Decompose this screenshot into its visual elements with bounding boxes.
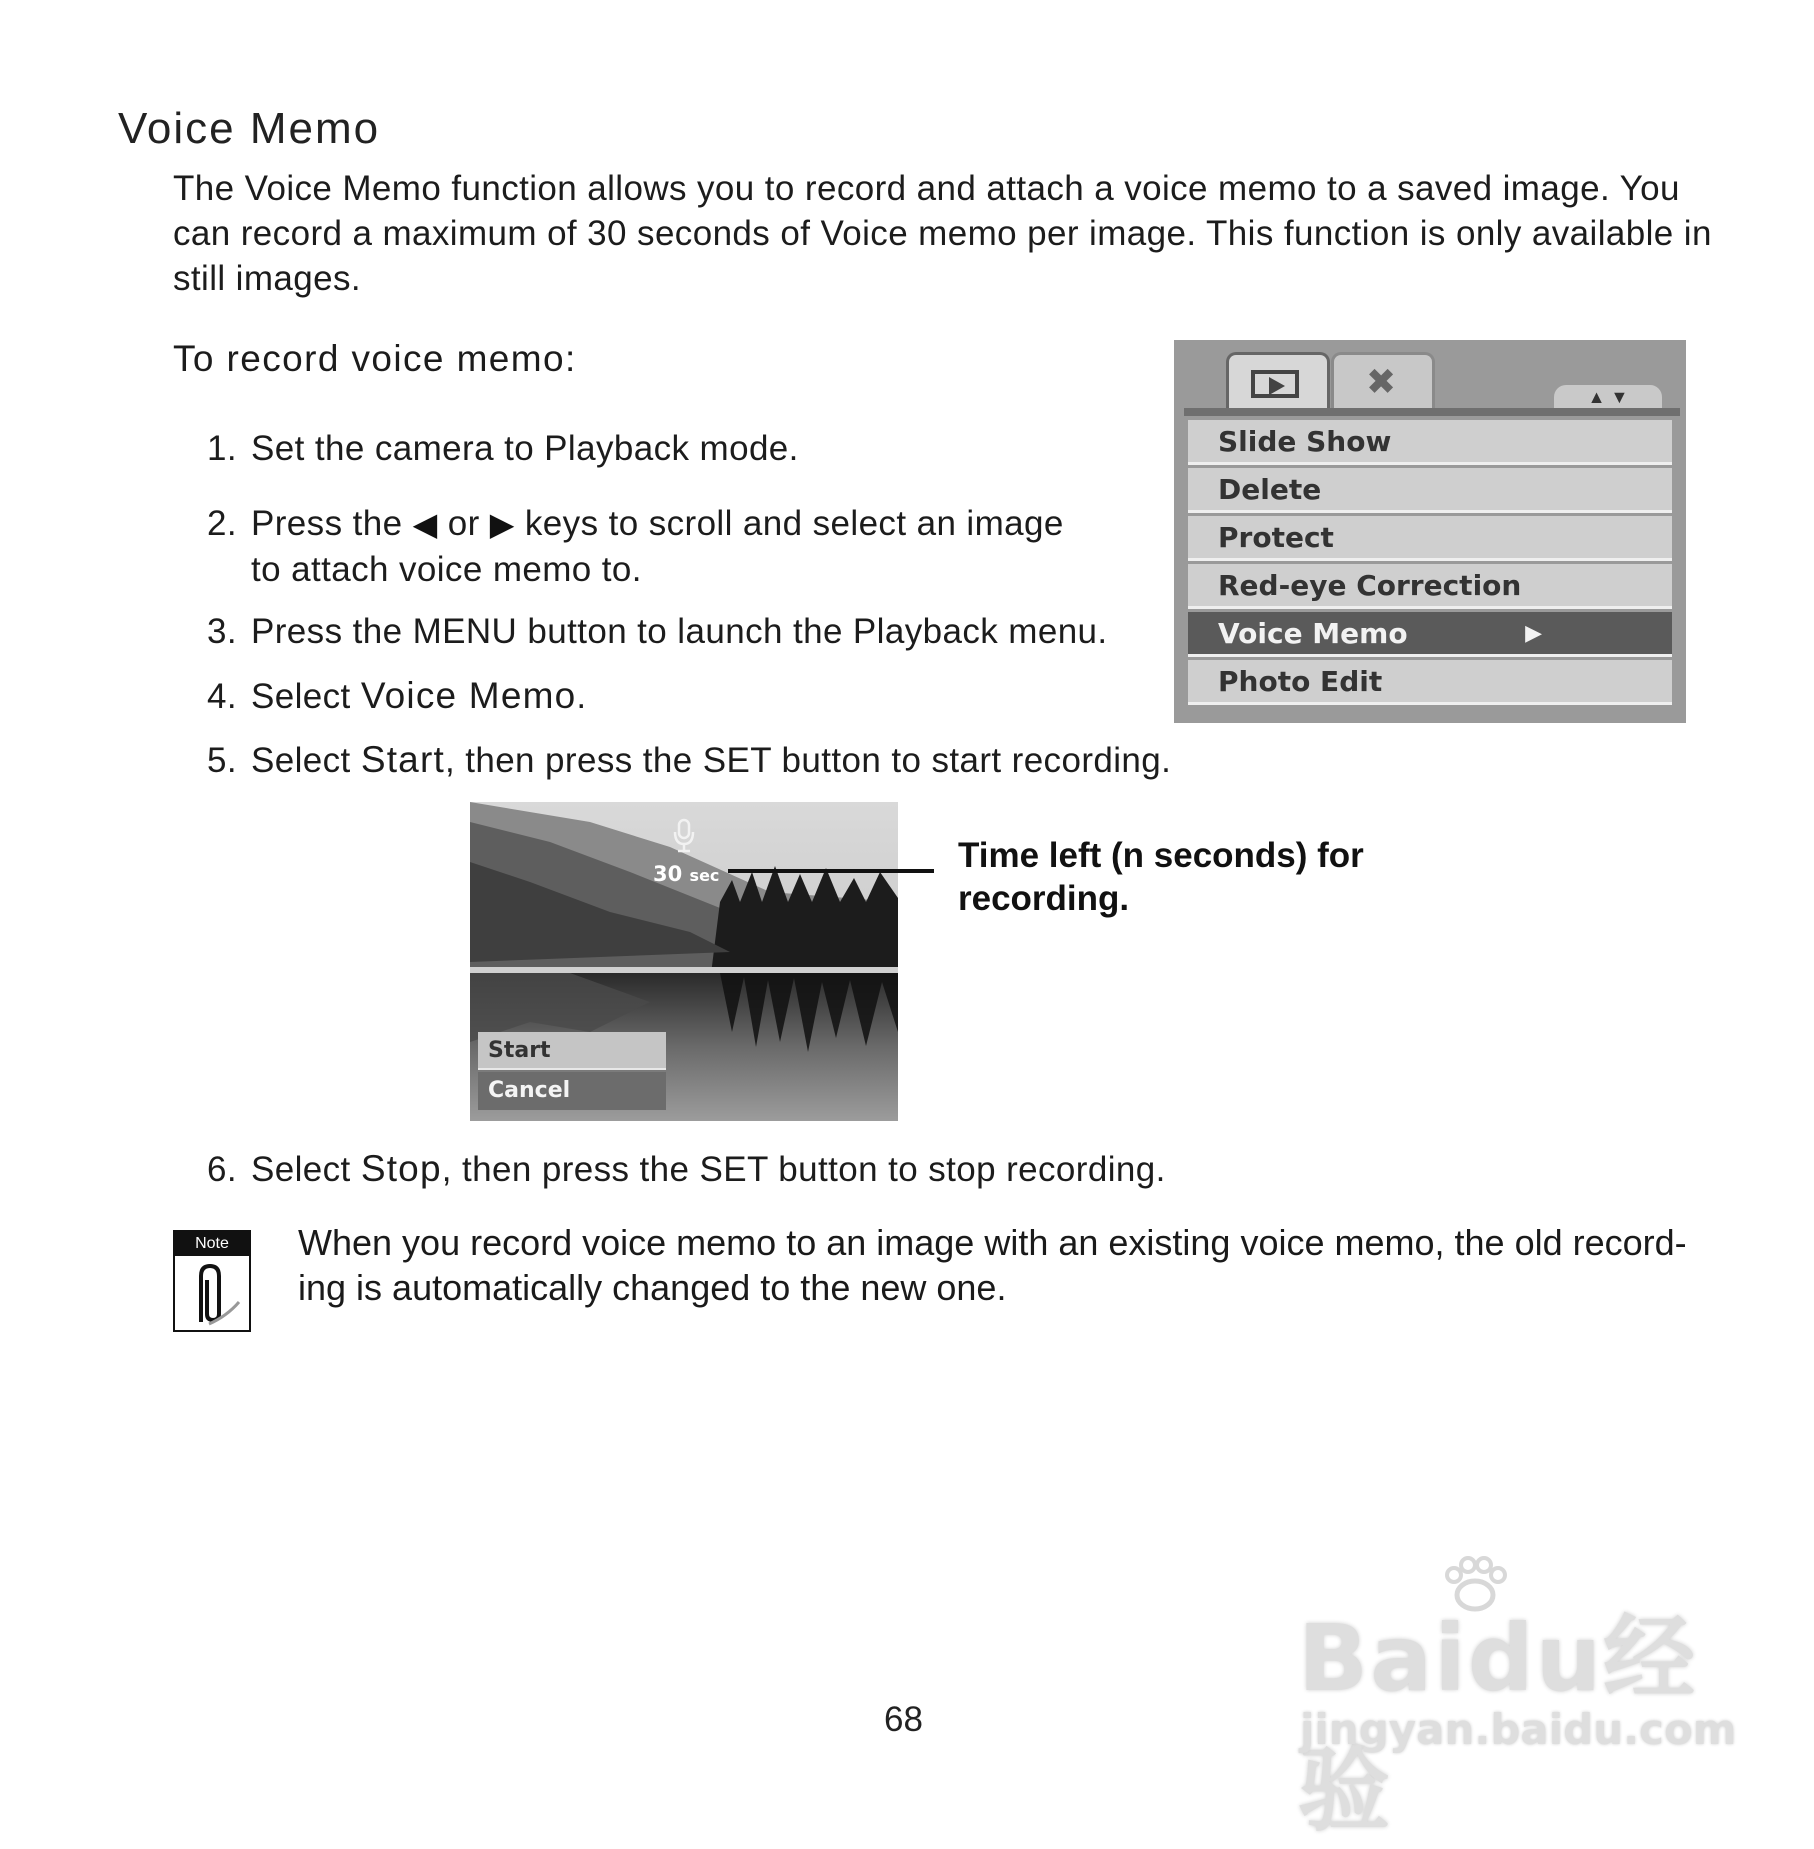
step-3: [207, 609, 1108, 654]
playback-icon: [1251, 370, 1299, 398]
step-number: 4.: [207, 677, 237, 716]
paperclip-icon: [183, 1262, 243, 1328]
step-text-pre: Press the: [251, 504, 403, 543]
menu-item-photo-edit[interactable]: Photo Edit: [1188, 660, 1672, 705]
left-triangle-icon: ◀: [412, 506, 438, 542]
note-text: When you record voice memo to an image with an existing voice memo, the old record-ing is automatically changed to the new one.: [298, 1222, 1687, 1308]
menu-item-slide-show[interactable]: Slide Show: [1188, 420, 1672, 465]
step-text-pre: Select: [251, 1150, 351, 1189]
cancel-option[interactable]: Cancel: [478, 1072, 666, 1110]
recording-time-left: [653, 862, 719, 886]
step-number: 5.: [207, 741, 237, 780]
menu-item-red-eye-correction[interactable]: Red-eye Correction: [1188, 564, 1672, 609]
step-text: Press the MENU button to launch the Playback menu.: [251, 612, 1108, 651]
note-icon-box: [173, 1230, 251, 1332]
page-number: 68: [884, 1700, 923, 1739]
tab-divider: [1184, 408, 1680, 416]
menu-term: Voice Memo: [360, 675, 577, 716]
menu-item-delete[interactable]: Delete: [1188, 468, 1672, 513]
right-triangle-icon: ▶: [489, 506, 515, 542]
watermark-main: Baidu经验: [1298, 1605, 1698, 1844]
timer-value: 30: [653, 862, 683, 886]
right-arrow-icon: ▶: [1525, 621, 1542, 646]
step-1: [207, 426, 799, 471]
step-text-post: .: [576, 677, 587, 716]
step-text: Set the camera to Playback mode.: [251, 429, 799, 468]
playback-menu-screen: [1174, 340, 1686, 723]
step-number: 6.: [207, 1150, 237, 1189]
step-number: 2.: [207, 504, 237, 543]
step-text-pre: Select: [251, 741, 351, 780]
watermark-url: jingyan.baidu.com: [1300, 1705, 1737, 1754]
timer-unit: sec: [689, 866, 720, 885]
step-number: 3.: [207, 612, 237, 651]
step-text-post: keys to scroll and select an image: [524, 504, 1064, 543]
menu-item-voice-memo[interactable]: [1188, 612, 1672, 657]
intro-paragraph: The Voice Memo function allows you to record and attach a voice memo to a saved image. You can record a maximum of 30 seconds of Voice memo per image. This function is only available in still images.: [173, 169, 1712, 298]
callout-line-1: Time left (n seconds) for: [958, 836, 1364, 875]
start-option[interactable]: Start: [478, 1032, 666, 1070]
menu-item-protect[interactable]: Protect: [1188, 516, 1672, 561]
callout-text: [958, 834, 1364, 920]
section-title: Voice Memo: [118, 104, 381, 153]
step-text-post: , then press the SET button to start recording.: [444, 741, 1172, 780]
step-text-post: , then press the SET button to stop recording.: [441, 1150, 1166, 1189]
step-5: [207, 737, 1171, 783]
wrench-icon: ✖: [1366, 361, 1397, 402]
baidu-watermark: [1290, 1555, 1737, 1844]
step-4: [207, 673, 587, 719]
callout-line-2: recording.: [958, 879, 1130, 918]
note-label: Note: [175, 1232, 249, 1256]
step-text-continuation: to attach voice memo to.: [251, 550, 642, 589]
step-2: [207, 501, 1064, 592]
procedure-heading: To record voice memo:: [173, 338, 577, 379]
callout-line: [728, 869, 934, 873]
menu-term: Stop: [360, 1148, 442, 1189]
voice-memo-screen: [470, 802, 898, 1121]
setup-tab[interactable]: [1331, 352, 1435, 413]
menu-item-label: Voice Memo: [1218, 617, 1408, 650]
step-text-mid: or: [447, 504, 480, 543]
step-6: [207, 1146, 1166, 1192]
menu-term: Start: [360, 739, 445, 780]
up-down-arrows-icon: ▲ ▼: [1554, 385, 1662, 409]
step-number: 1.: [207, 429, 237, 468]
step-text-pre: Select: [251, 677, 351, 716]
microphone-icon: [672, 818, 696, 854]
playback-tab[interactable]: [1226, 352, 1330, 413]
